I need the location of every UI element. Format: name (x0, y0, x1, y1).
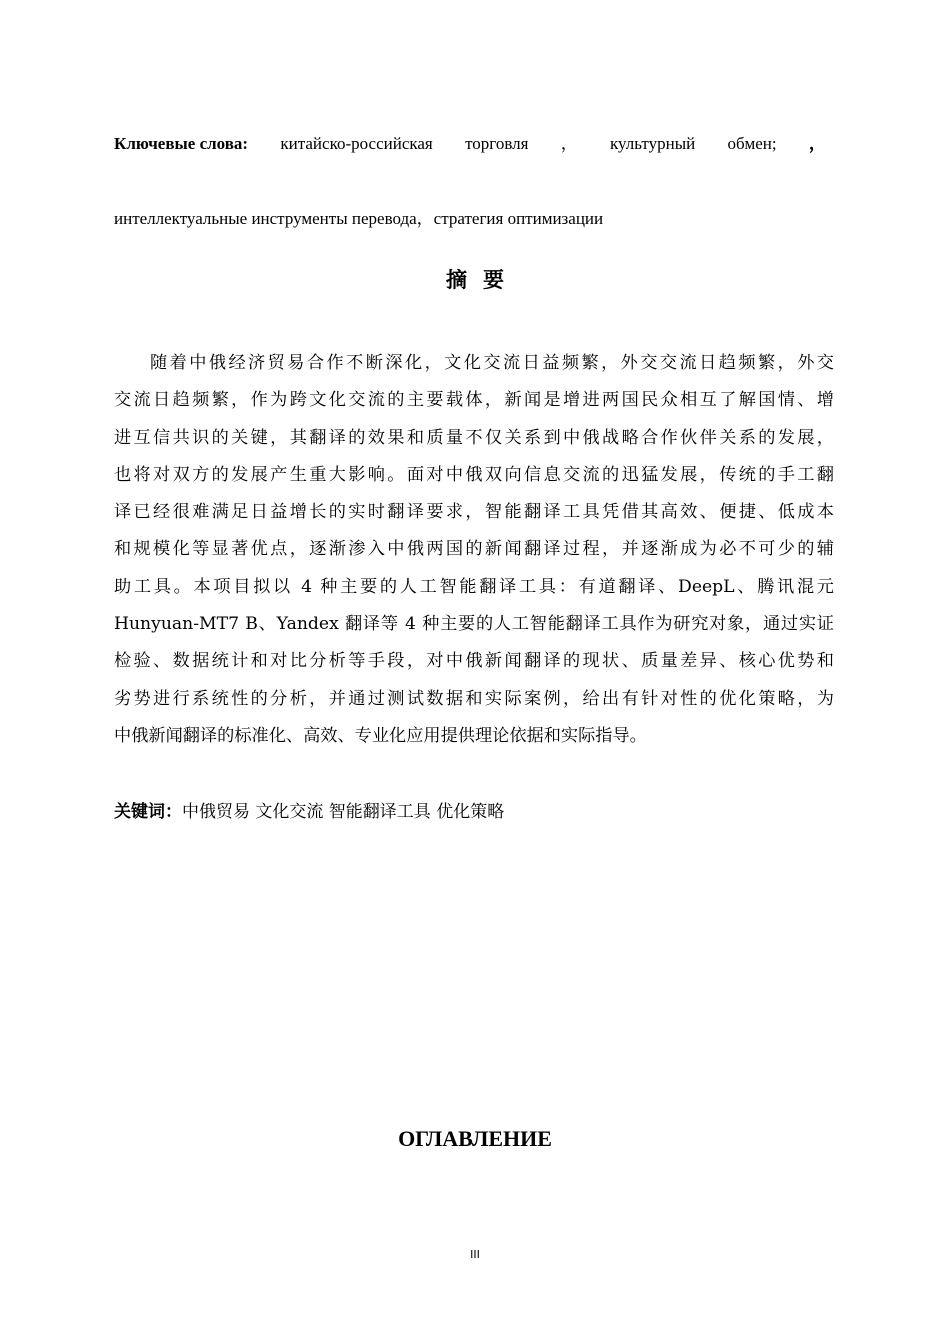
toc-title: ОГЛАВЛЕНИЕ (398, 1126, 552, 1151)
russian-keywords-line-1 (114, 129, 826, 154)
abstract-line: 交流日趋频繁，作为跨文化交流的主要载体，新闻是增进两国民众相互了解国情、增 (114, 390, 834, 411)
russian-keyword-separator: ， (808, 134, 826, 153)
abstract-line: 助工具。本项目拟以 4 种主要的人工智能翻译工具：有道翻译、DeepL、腾讯混元 (114, 576, 834, 597)
chinese-keywords-value: 中俄贸易 文化交流 智能翻译工具 优化策略 (182, 802, 505, 822)
chinese-keywords-label: 关键词： (114, 802, 182, 822)
russian-keyword-term: обмен; (727, 134, 777, 153)
chinese-keywords (114, 797, 504, 822)
russian-keyword-separator: ， (560, 134, 578, 153)
abstract-line: 劣势进行系统性的分析，并通过测试数据和实际案例，给出有针对性的优化策略，为 (114, 688, 834, 709)
page-number: III (470, 1248, 480, 1261)
abstract-line: 也将对双方的发展产生重大影响。面对中俄双向信息交流的迅猛发展，传统的手工翻 (114, 464, 834, 485)
abstract-title: 摘要 (446, 268, 520, 292)
russian-keywords-label: Ключевые слова: (114, 134, 249, 153)
russian-keywords-line-2: интеллектуальные инструменты перевода，стратегия оптимизации (114, 209, 604, 228)
abstract-line: 检验、数据统计和对比分析等手段，对中俄新闻翻译的现状、质量差异、核心优势和 (114, 651, 834, 672)
russian-keyword-term: китайско-российская (280, 134, 433, 153)
abstract-line: 译已经很难满足日益增长的实时翻译要求，智能翻译工具凭借其高效、便捷、低成本 (114, 502, 834, 523)
russian-keyword-term: торговля (465, 134, 529, 153)
abstract-body (114, 345, 834, 755)
abstract-line: Hunyuan-MT7 B、Yandex 翻译等 4 种主要的人工智能翻译工具作为研究对象，通过实证 (114, 614, 834, 635)
abstract-line: 和规模化等显著优点，逐渐渗入中俄两国的新闻翻译过程，并逐渐成为必不可少的辅 (114, 539, 834, 560)
abstract-line: 随着中俄经济贸易合作不断深化，文化交流日益频繁，外交交流日趋频繁，外交 (150, 353, 834, 373)
abstract-line: 中俄新闻翻译的标准化、高效、专业化应用提供理论依据和实际指导。 (114, 725, 647, 746)
russian-keyword-term: культурный (610, 134, 696, 153)
abstract-line: 进互信共识的关键，其翻译的效果和质量不仅关系到中俄战略合作伙伴关系的发展， (114, 427, 834, 448)
